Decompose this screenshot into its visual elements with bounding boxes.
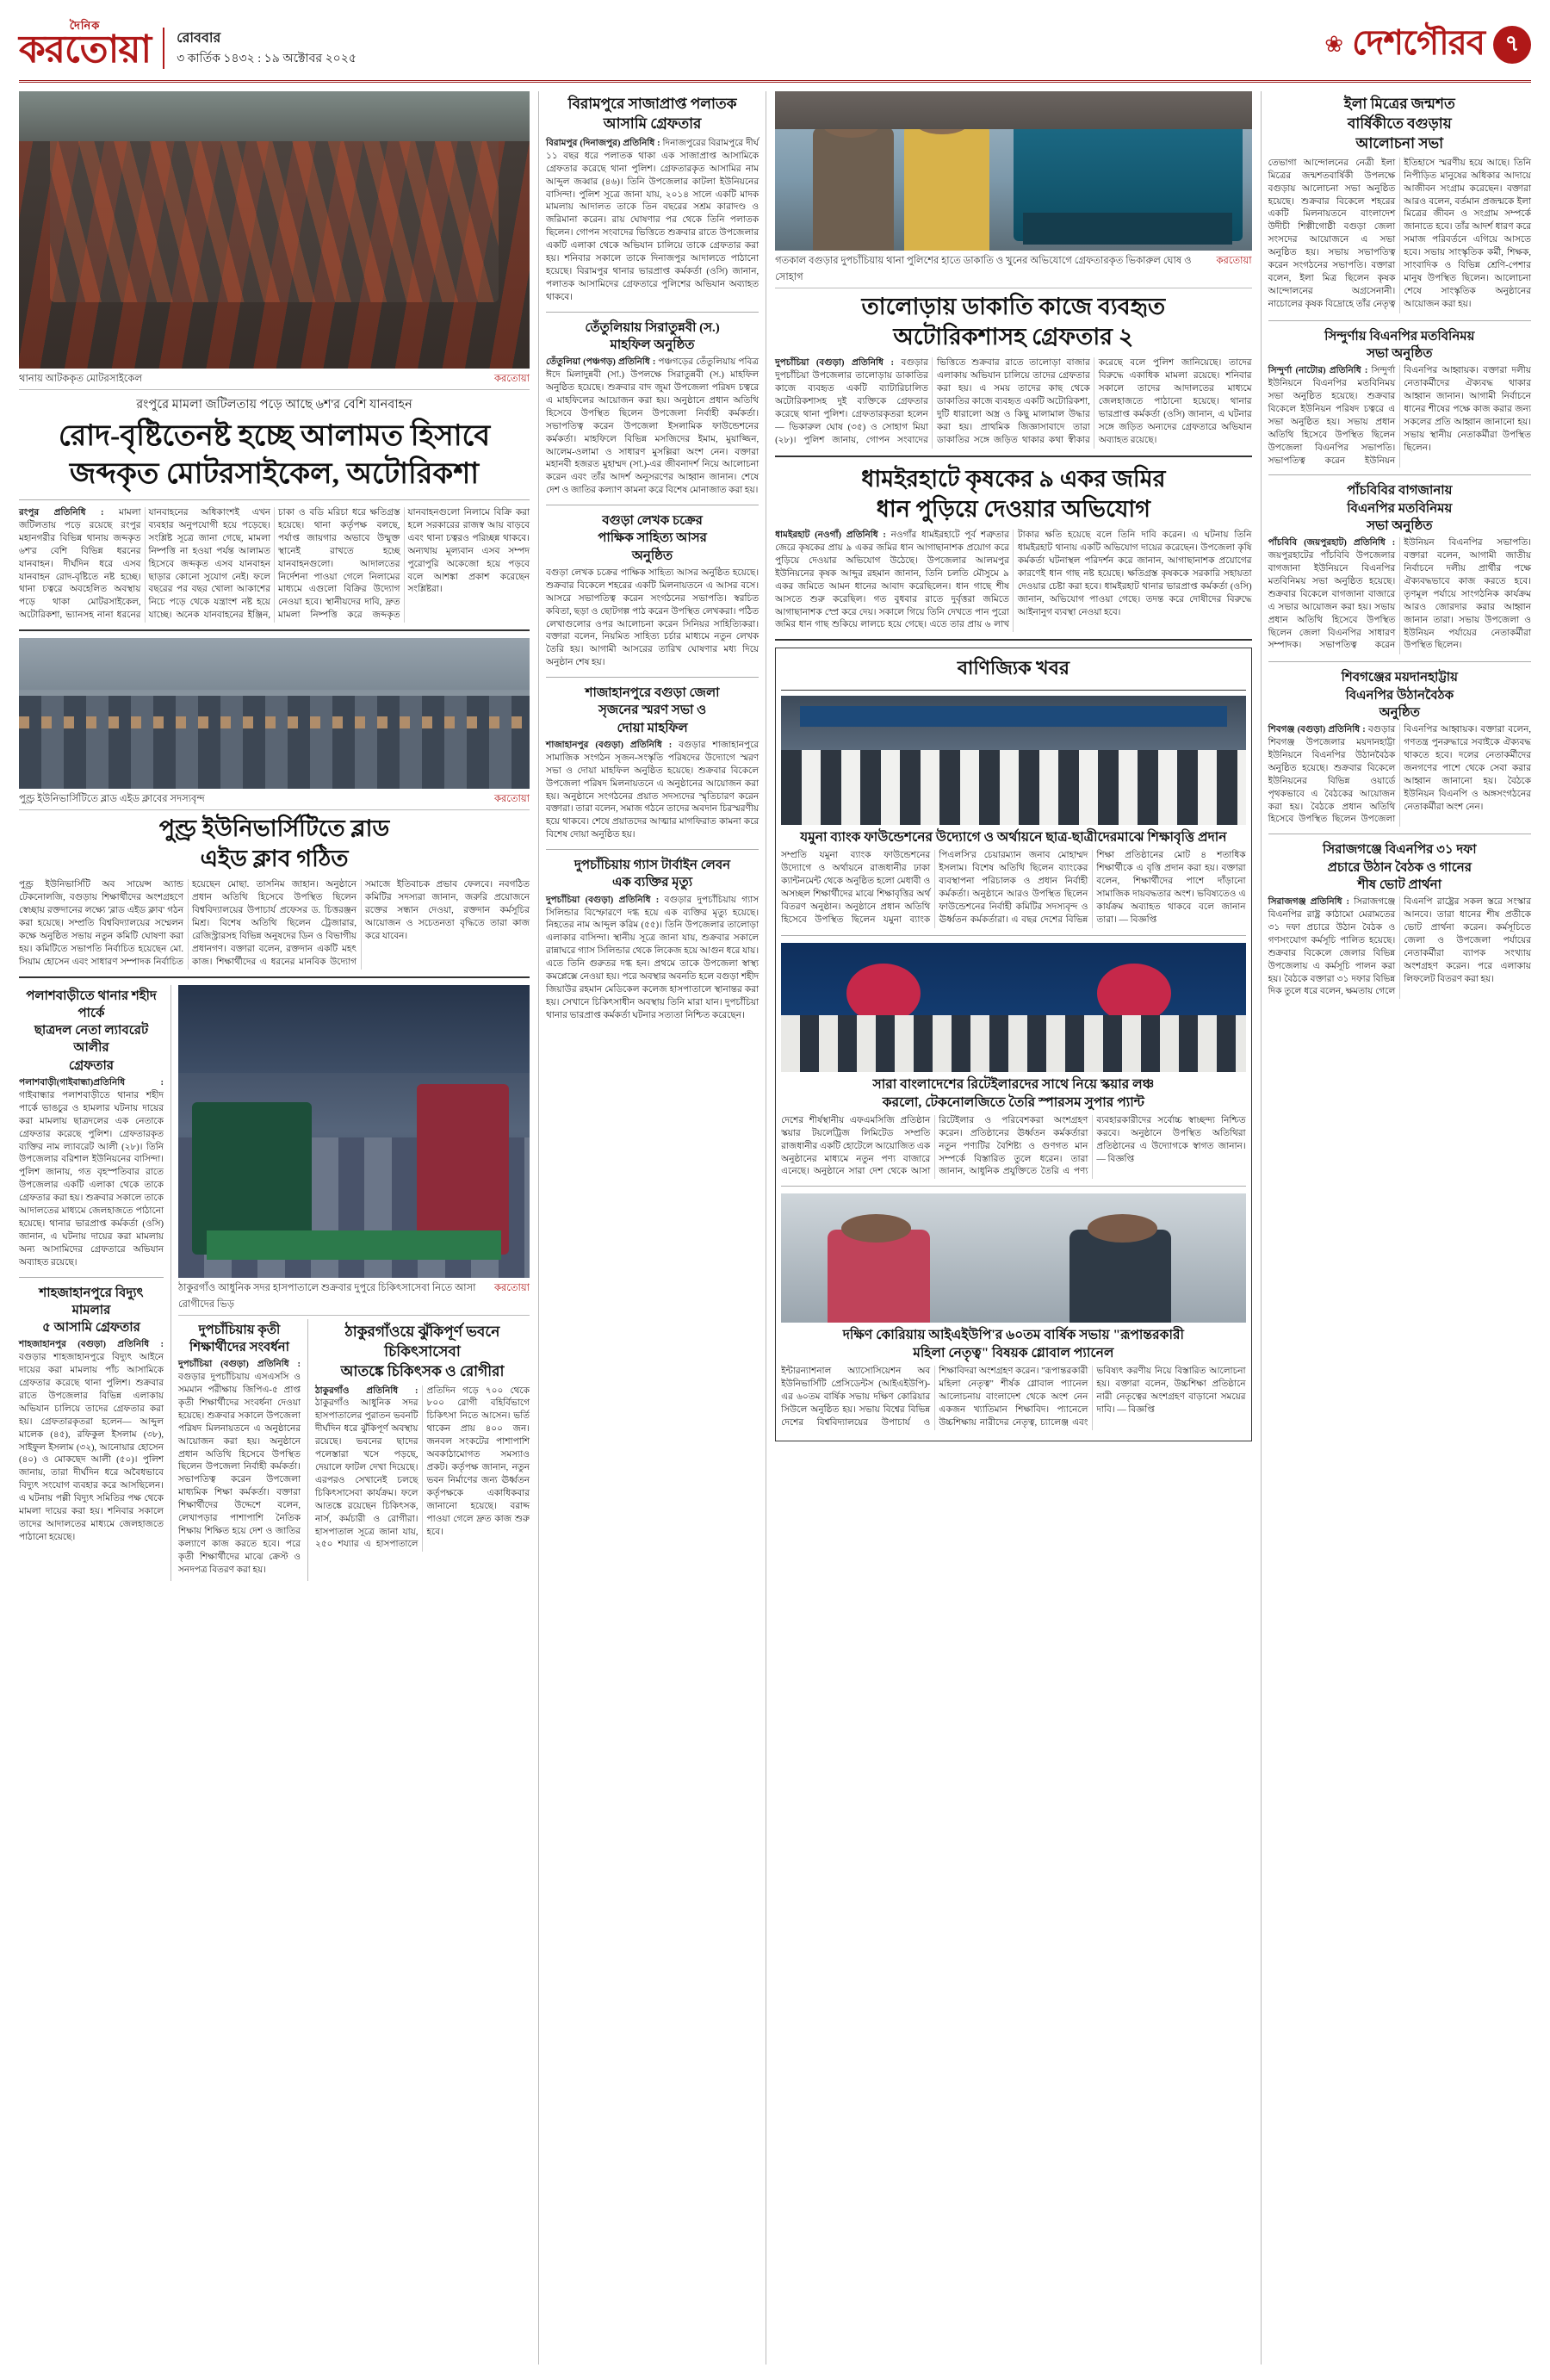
durgachia-block (178, 1319, 308, 1581)
sirajganj-body: সিরাজগঞ্জ প্রতিনিধি : সিরাজগঞ্জে বিএনপির রাষ্ট্র কাঠামো মেরামতের ৩১ দফা প্রচারে উঠান বৈঠক ও গণসংযোগ কর্মসূচি পালিত হয়েছে। শুক্রবার বিকেলে জেলার বিভিন্ন উপজেলায় এ কর্মসূচি পালন করা হয়। বৈঠকে বক্তারা ৩১ দফার বিভিন্ন দিক তুলে ধরে বলেন, ক্ষমতায় গেলে বিএনপি রাষ্ট্রের সকল স্তরে সংস্কার আনবে। তারা ধানের শীষ প্রতীকে ভোট প্রার্থনা করেন। কর্মসূচিতে জেলা ও উপজেলা পর্যায়ের নেতাকর্মীরা ব্যাপক সংখ্যায় অংশগ্রহণ করেন। পরে এলাকায় লিফলেট বিতরণ করা হয়। (1268, 897, 1531, 997)
iaup-panel-body: ইন্টারন্যাশনাল অ্যাসোসিয়েশন অব ইউনিভার্সিটি প্রেসিডেন্টস (আইএইউপি)-এর ৬০তম বার্ষিক সভায় দক্ষিণ কোরিয়ার সিউলে অনুষ্ঠিত হয়। সভায় বিশ্বের বিভিন্ন দেশের বিশ্ববিদ্যালয়ের উপাচার্য ও শিক্ষাবিদরা অংশগ্রহণ করেন। "রূপান্তরকারী মহিলা নেতৃত্ব" শীর্ষক গ্লোবাল প্যানেল আলোচনায় বাংলাদেশ থেকে অংশ নেন একজন খ্যাতিমান শিক্ষাবিদ। প্যানেলে উচ্চশিক্ষায় নারীদের নেতৃত্ব, চ্যালেঞ্জ এবং ভবিষ্যৎ করণীয় নিয়ে বিস্তারিত আলোচনা হয়। বক্তারা বলেন, উচ্চশিক্ষা প্রতিষ্ঠানে নারী নেতৃত্বের অংশগ্রহণ বাড়ানো সময়ের দাবি। — বিজ্ঞপ্তি (781, 1367, 1246, 1428)
logo-title: করতোয়া (19, 28, 152, 71)
masthead-day: রোববার (177, 31, 221, 46)
commercial-item-2 (781, 943, 1245, 1179)
jamuna-bank-headline: যমুনা ব্যাংক ফাউন্ডেশনের উদ্যোগে ও অর্থায়নে ছাত্র-ছাত্রীদেরমাঝে শিক্ষাবৃত্তি প্রদান (800, 830, 1227, 846)
shahjahanpur-arrest-headline: শাহজাহানপুরে বিদ্যুৎ মামলার ৫ আসামি গ্রেফতার (39, 1286, 144, 1336)
masthead-right (1324, 15, 1531, 73)
commercial-box-title: বাণিজ্যিক খবর (781, 654, 1245, 691)
thakurgaon-body: ঠাকুরগাঁও প্রতিনিধি : ঠাকুরগাঁও আধুনিক সদর হাসপাতালের পুরাতন ভবনটি দীর্ঘদিন ধরে ঝুঁকিপূর্ণ অবস্থায় রয়েছে। ভবনের ছাদের পলেস্তারা খসে পড়ছে, দেয়ালে ফাটল দেখা দিয়েছে। এরপরও সেখানেই চলছে চিকিৎসাসেবা কার্যক্রম। ফলে আতঙ্কে রয়েছেন চিকিৎসক, নার্স, কর্মচারী ও রোগীরা। হাসপাতাল সূত্রে জানা যায়, ২৫০ শয্যার এ হাসপাতালে প্রতিদিন গড়ে ৭০০ থেকে ৮০০ রোগী বহির্বিভাগে চিকিৎসা নিতে আসেন। ভর্তি থাকেন প্রায় ৪০০ জন। জনবল সংকটের পাশাপাশি অবকাঠামোগত সমস্যাও প্রকট। কর্তৃপক্ষ জানান, নতুন ভবন নির্মাণের জন্য ঊর্ধ্বতন কর্তৃপক্ষকে একাধিকবার জানানো হয়েছে। বরাদ্দ পাওয়া গেলে দ্রুত কাজ শুরু হবে। (315, 1385, 530, 1550)
taloda-photo (775, 91, 1251, 251)
sirajganj-headline: সিরাজগঞ্জে বিএনপির ৩১ দফা প্রচারে উঠান বৈঠক ও গানের শীষ ভোট প্রার্থনা (1323, 843, 1477, 892)
commercial-item-1 (781, 696, 1245, 928)
thana-arrest-block (19, 985, 171, 1581)
thakurgaon-caption: ঠাকুরগাঁও আধুনিক সদর হাসপাতালে শুক্রবার দুপুরে চিকিৎসাসেবা নিতে আসা রোগীদের ভিড় করতোয়া (178, 1278, 530, 1316)
lead-photo (19, 91, 530, 369)
blood-club-photo (19, 638, 530, 789)
column-right (1261, 91, 1531, 2365)
jamuna-bank-body: সম্প্রতি যমুনা ব্যাংক ফাউন্ডেশনের উদ্যোগে ও অর্থায়নে রাজধানীর ঢাকা ক্যান্টনমেন্ট থেকে অনুষ্ঠিত হলো মেধাবী ও অসচ্ছল শিক্ষার্থীদের মাঝে শিক্ষাবৃত্তির অর্থ বিতরণ অনুষ্ঠান। অনুষ্ঠানে প্রধান অতিথি হিসেবে উপস্থিত ছিলেন যমুনা ব্যাংক পিএলসি'র চেয়ারম্যান জনাব মোহাম্মদ ইসলাম। বিশেষ অতিথি ছিলেন ব্যাংকের ব্যবস্থাপনা পরিচালক ও প্রধান নির্বাহী কর্মকর্তা। অনুষ্ঠানে আরও উপস্থিত ছিলেন ফাউন্ডেশনের নির্বাহী কমিটির সদস্যবৃন্দ ও ঊর্ধ্বতন কর্মকর্তারা। এ বছর দেশের বিভিন্ন শিক্ষা প্রতিষ্ঠানের মোট ৪ শতাধিক শিক্ষার্থীকে এ বৃত্তি প্রদান করা হয়। বক্তারা বলেন, শিক্ষার্থীদের পাশে দাঁড়ানো সামাজিক দায়বদ্ধতার অংশ। ভবিষ্যতেও এ কার্যক্রম অব্যাহত থাকবে বলে জানান তারা। — বিজ্ঞপ্তি (781, 851, 1246, 925)
column-c (775, 91, 1251, 2365)
shahjahanpur-doa-headline: শাজাহানপুরে বগুড়া জেলা সৃজনের স্মরণ সভা ও দোয়া মাহফিল (585, 686, 720, 735)
birampur-headline: বিরামপুরে সাজাপ্রাপ্ত পলাতক আসামি গ্রেফতার (567, 96, 737, 132)
panchbibi-body: পাঁচবিবি (জয়পুরহাট) প্রতিনিধি : জয়পুরহাটের পাঁচবিবি উপজেলার বাগজানা ইউনিয়নে বিএনপির মতবিনিময় সভা অনুষ্ঠিত হয়েছে। শুক্রবার বিকেলে বাগজানা বাজারে এ সভার আয়োজন করা হয়। সভায় প্রধান অতিথি হিসেবে উপস্থিত ছিলেন জেলা বিএনপির সাধারণ সম্পাদক। সভাপতিত্ব করেন ইউনিয়ন বিএনপির সভাপতি। বক্তারা বলেন, আগামী জাতীয় নির্বাচনে দলীয় প্রার্থীর পক্ষে ঐক্যবদ্ধভাবে কাজ করতে হবে। তৃণমূল পর্যায়ে সাংগঠনিক কার্যক্রম আরও জোরদার করার আহ্বান জানান তারা। সভায় উপজেলা ও ইউনিয়ন পর্যায়ের নেতাকর্মীরা উপস্থিত ছিলেন। (1268, 538, 1531, 651)
column-left (19, 91, 530, 2365)
commercial-item-3 (781, 1193, 1245, 1429)
square-launch-photo (781, 943, 1245, 1072)
iaup-panel-photo (781, 1193, 1245, 1323)
bogura-lekhak-headline: বগুড়া লেখক চক্রের পাক্ষিক সাহিত্য আসর অনুষ্ঠিত (598, 514, 707, 563)
panchbibi-headline: পাঁচবিবির বাগজানায় বিএনপির মতবিনিময় সভা অনুষ্ঠিত (1347, 484, 1453, 533)
taloda-caption: গতকাল বগুড়ার দুপচাঁচিয়ায় থানা পুলিশের হাতে ডাকাতি ও খুনের অভিযোগে গ্রেফতারকৃত ভিকারুল ঘোষ ও সোহাগ করতোয়া (775, 251, 1251, 288)
logo-subtitle: দৈনিক (69, 19, 101, 32)
taloda-body: দুপচাঁচিয়া (বগুড়া) প্রতিনিধি : বগুড়ার দুপচাঁচিয়া উপজেলার তালোড়ায় ডাকাতির কাজে ব্যবহৃত একটি ব্যাটারিচালিত অটোরিকশাসহ দুই ব্যক্তিকে গ্রেফতার করেছে থানা পুলিশ। গ্রেফতারকৃতরা হলেন— ভিকারুল ঘোষ (৩৫) ও সোহাগ মিয়া (২৮)। পুলিশ জানায়, গোপন সংবাদের ভিত্তিতে শুক্রবার রাতে তালোড়া বাজার এলাকায় অভিযান চালিয়ে তাদের গ্রেফতার করা হয়। এ সময় তাদের কাছ থেকে ডাকাতির কাজে ব্যবহৃত একটি অটোরিকশা, দুটি ধারালো অস্ত্র ও কিছু মালামাল উদ্ধার করা হয়। প্রাথমিক জিজ্ঞাসাবাদে তারা ডাকাতির সঙ্গে জড়িত থাকার কথা স্বীকার করেছে বলে পুলিশ জানিয়েছে। তাদের বিরুদ্ধে একাধিক মামলা রয়েছে। শনিবার সকালে তাদের আদালতের মাধ্যমে জেলহাজতে পাঠানো হয়েছে। থানার ভারপ্রাপ্ত কর্মকর্তা (ওসি) জানান, এ ঘটনার সঙ্গে জড়িত অন্যদের গ্রেফতারে অভিযান অব্যাহত রয়েছে। (775, 358, 1252, 445)
taloda-headline: তালোড়ায় ডাকাতি কাজে ব্যবহৃত অটোরিকশাসহ গ্রেফতার ২ (861, 294, 1166, 350)
gas-cylinder-body: দুপচাঁচিয়া (বগুড়া) প্রতিনিধি : বগুড়ার দুপচাঁচিয়ায় গ্যাস সিলিন্ডার বিস্ফোরণে দগ্ধ হয়ে এক ব্যক্তির মৃত্যু হয়েছে। নিহতের নাম আব্দুল করিম (৫৫)। তিনি উপজেলার তালোড়া এলাকার বাসিন্দা। স্থানীয় সূত্রে জানা যায়, শুক্রবার সকালে রান্নাঘরে গ্যাস সিলিন্ডার থেকে লিকেজ হয়ে আগুন ধরে যায়। এতে তিনি গুরুতর দগ্ধ হন। প্রথমে তাকে উপজেলা স্বাস্থ্য কমপ্লেক্সে নেওয়া হয়। পরে অবস্থার অবনতি হলে বগুড়া শহীদ জিয়াউর রহমান মেডিকেল কলেজ হাসপাতালে স্থানান্তর করা হয়। সেখানে চিকিৎসাধীন অবস্থায় তিনি মারা যান। দুপচাঁচিয়া থানার ভারপ্রাপ্ত কর্মকর্তা ঘটনার সত্যতা নিশ্চিত করেছেন। (546, 895, 760, 1020)
sindurna-body: সিন্দুর্ণা (নাটোর) প্রতিনিধি : সিন্দুর্ণা ইউনিয়নে বিএনপির মতবিনিময় সভা অনুষ্ঠিত হয়েছে। শুক্রবার বিকেলে ইউনিয়ন পরিষদ চত্বরে এ সভা অনুষ্ঠিত হয়। সভায় প্রধান অতিথি হিসেবে উপস্থিত ছিলেন উপজেলা বিএনপির সভাপতি। সভাপতিত্ব করেন ইউনিয়ন বিএনপির আহ্বায়ক। বক্তারা দলীয় নেতাকর্মীদের ঐক্যবদ্ধ থাকার আহ্বান জানান। আগামী নির্বাচনে ধানের শীষের পক্ষে কাজ করার জন্য সকলের প্রতি আহ্বান জানানো হয়। সভায় স্থানীয় নেতাকর্মীরা উপস্থিত ছিলেন। (1268, 366, 1531, 466)
lead-photo-caption: থানায় আটককৃত মোটরসাইকেল করতোয়া (19, 369, 530, 390)
thakurgaon-lower (178, 1319, 530, 1581)
flower-icon: ❀ (1324, 31, 1344, 57)
shahjahanpur-arrest-body: শাহজাহানপুর (বগুড়া) প্রতিনিধি : বগুড়ার শাহজাহানপুরে বিদ্যুৎ আইনে দায়ের করা মামলায় পাঁচ আসামিকে গ্রেফতার করেছে থানা পুলিশ। শুক্রবার রাতে উপজেলার বিভিন্ন এলাকায় অভিযান চালিয়ে তাদের গ্রেফতার করা হয়। গ্রেফতারকৃতরা হলেন— আব্দুল মালেক (৪৫), রফিকুল ইসলাম (৩৮), সাইফুল ইসলাম (৩২), আনোয়ার হোসেন (৪০) ও মোকছেদ আলী (৫০)। পুলিশ জানায়, তারা দীর্ঘদিন ধরে অবৈধভাবে বিদ্যুৎ সংযোগ ব্যবহার করে আসছিলেন। এ ঘটনায় পল্লী বিদ্যুৎ সমিতির পক্ষ থেকে মামলা দায়ের করা হয়। শনিবার সকালে তাদের আদালতের মাধ্যমে জেলহাজতে পাঠানো হয়েছে। (19, 1340, 164, 1542)
bogura-lekhak-body: বগুড়া লেখক চক্রের পাক্ষিক সাহিত্য আসর অনুষ্ঠিত হয়েছে। শুক্রবার বিকেলে শহরের একটি মিলনায়তনে এ আসর বসে। আসরে সভাপতিত্ব করেন সংগঠনের সভাপতি। স্বরচিত কবিতা, ছড়া ও ছোটগল্প পাঠ করেন উপস্থিত লেখকরা। পঠিত লেখাগুলোর ওপর আলোচনা করেন সিনিয়র সাহিত্যিকরা। বক্তারা বলেন, নিয়মিত সাহিত্য চর্চার মাধ্যমে নতুন লেখক তৈরি হয়। আগামী আসরের তারিখ ঘোষণার মধ্য দিয়ে অনুষ্ঠান শেষ হয়। (546, 567, 760, 668)
newspaper-logo (19, 20, 151, 69)
shibganj-headline: শিবগঞ্জের ময়দানহাট্টায় বিএনপির উঠানবৈঠক অনুষ্ঠিত (1341, 671, 1458, 720)
dhamoirhat-body: ধামইরহাট (নওগাঁ) প্রতিনিধি : নওগাঁর ধামইরহাটে পূর্ব শত্রুতার জেরে কৃষকের প্রায় ৯ একর জমির ধান আগাছানাশক প্রয়োগ করে পুড়িয়ে দেওয়ার অভিযোগ উঠেছে। উপজেলার আলমপুর ইউনিয়নের কৃষক আব্দুর রহমান জানান, তিনি চলতি মৌসুমে ৯ একর জমিতে আমন ধানের আবাদ করেছিলেন। ধান গাছে শীষ আসতে শুরু করেছিল। গত বুধবার রাতে দুর্বৃত্তরা জমিতে আগাছানাশক স্প্রে করে দেয়। সকালে গিয়ে তিনি দেখতে পান পুরো জমির ধান গাছ শুকিয়ে লালচে হয়ে গেছে। এতে তার প্রায় ৬ লাখ টাকার ক্ষতি হয়েছে বলে তিনি দাবি করেন। এ ঘটনায় তিনি ধামইরহাট থানায় একটি অভিযোগ দায়ের করেছেন। উপজেলা কৃষি কর্মকর্তা ঘটনাস্থল পরিদর্শন করে জানান, আগাছানাশক প্রয়োগের কারণেই ধান গাছ নষ্ট হয়েছে। ক্ষতিগ্রস্ত কৃষককে সরকারি সহায়তা দেওয়ার চেষ্টা করা হবে। ধামইরহাট থানার ভারপ্রাপ্ত কর্মকর্তা (ওসি) জানান, অভিযোগ পাওয়া গেছে। তদন্ত করে দোষীদের বিরুদ্ধে আইনানুগ ব্যবস্থা নেওয়া হবে। (775, 530, 1252, 630)
thana-arrest-body: পলাশবাড়ী(গাইবান্ধা)প্রতিনিধি : গাইবান্ধার পলাশবাড়ীতে থানার শহীদ পার্কে ভাঙচুর ও হামলার ঘটনায় দায়ের করা মামলায় ছাত্রদলের এক নেতাকে গ্রেফতার করেছে পুলিশ। গ্রেফতারকৃত ব্যক্তির নাম ল্যাবরেট আলী (২৮)। তিনি উপজেলার বরিশাল ইউনিয়নের বাসিন্দা। পুলিশ জানায়, গত বৃহস্পতিবার রাতে উপজেলার একটি এলাকা থেকে তাকে গ্রেফতার করা হয়। শুক্রবার সকালে তাকে আদালতের মাধ্যমে জেলহাজতে পাঠানো হয়েছে। থানার ভারপ্রাপ্ত কর্মকর্তা (ওসি) জানান, এ ঘটনায় দায়ের করা মামলায় অন্য আসামিদের গ্রেফতারে অভিযান অব্যাহত রয়েছে। (19, 1077, 164, 1267)
lead-body (19, 507, 530, 623)
blood-club-headline: পুণ্ড্র ইউনিভার্সিটিতে ব্লাড এইড ক্লাব গঠিত (158, 815, 390, 872)
thakurgaon-photo (178, 985, 530, 1278)
lead-body-text: মামলা জটিলতায় পড়ে রয়েছে রংপুর মহানগরীর বিভিন্ন থানায় জব্দকৃত ৬শ'র বেশি বিভিন্ন ধরনের যানবাহন। দীর্ঘদিন ধরে এসব যানবাহন রোদ-বৃষ্টিতে নষ্ট হচ্ছে। থানা চত্বরে অবহেলিত অবস্থায় পড়ে থাকা মোটরসাইকেল, অটোরিকশা, ভ্যানসহ নানা ধরনের যানবাহনের অধিকাংশই এখন ব্যবহার অনুপযোগী হয়ে পড়েছে। সংশ্লিষ্ট সূত্রে জানা গেছে, মামলা নিষ্পত্তি না হওয়া পর্যন্ত আলামত হিসেবে জব্দকৃত এসব যানবাহন ছাড়ার কোনো সুযোগ নেই। ফলে বছরের পর বছর খোলা আকাশের নিচে পড়ে থেকে যন্ত্রাংশ নষ্ট হয়ে যাচ্ছে। অনেক যানবাহনের ইঞ্জিন, চাকা ও বডি মরিচা ধরে ক্ষতিগ্রস্ত হয়েছে। থানা কর্তৃপক্ষ বলছে, পর্যাপ্ত জায়গার অভাবে উন্মুক্ত স্থানেই রাখতে হচ্ছে যানবাহনগুলো। আদালতের নির্দেশনা পাওয়া গেলে নিলামের মাধ্যমে এগুলো বিক্রির উদ্যোগ নেওয়া হবে। স্থানীয়দের দাবি, দ্রুত মামলা নিষ্পত্তি করে জব্দকৃত যানবাহনগুলো নিলামে বিক্রি করা হলে সরকারের রাজস্ব আয় বাড়বে এবং থানা চত্বরও পরিচ্ছন্ন থাকবে। অন্যথায় মূল্যবান এসব সম্পদ পুরোপুরি অকেজো হয়ে পড়বে বলে আশঙ্কা প্রকাশ করেছেন সংশ্লিষ্টরা। (19, 508, 530, 621)
thakurgaon-block (178, 985, 530, 1581)
gas-cylinder-headline: দুপচাঁচিয়ায় গ্যাস টার্বাইন লেবন এক ব্যক্তির মৃত্যু (574, 858, 731, 890)
lead-headline: রোদ-বৃষ্টিতেনষ্ট হচ্ছে আলামত হিসাবে জব্দকৃত মোটরসাইকেল, অটোরিকশা (58, 420, 491, 490)
ila-mitra-headline: ইলা মিত্রের জন্মশত বার্ষিকীতে বগুড়ায় আলোচনা সভা (1343, 96, 1455, 152)
lower-left-section (19, 985, 530, 1581)
masthead (19, 15, 1531, 83)
masthead-date (163, 28, 356, 69)
thana-arrest-headline: পলাশবাড়ীতে থানার শহীদ পার্কে ছাত্রদল নেতা ল্যাবরেট আলীর গ্রেফতার (26, 989, 157, 1073)
page-content (19, 91, 1531, 2365)
square-launch-body: দেশের শীর্ষস্থানীয় এফএমসিজি প্রতিষ্ঠান স্কয়ার টয়লেট্রিজ লিমিটেড সম্প্রতি রাজধানীর একটি হোটেলে আয়োজিত এক অনুষ্ঠানের মাধ্যমে নতুন পণ্য বাজারে এনেছে। অনুষ্ঠানে সারা দেশ থেকে আসা রিটেইলার ও পরিবেশকরা অংশগ্রহণ করেন। প্রতিষ্ঠানের ঊর্ধ্বতন কর্মকর্তারা নতুন পণ্যটির বৈশিষ্ট্য ও গুণগত মান সম্পর্কে বিস্তারিত তুলে ধরেন। তারা জানান, আধুনিক প্রযুক্তিতে তৈরি এ পণ্য ব্যবহারকারীদের সর্বোচ্চ স্বাচ্ছন্দ্য নিশ্চিত করবে। অনুষ্ঠানে উপস্থিত অতিথিরা প্রতিষ্ঠানের এ উদ্যোগকে স্বাগত জানান। — বিজ্ঞপ্তি (781, 1115, 1246, 1177)
iaup-panel-headline: দক্ষিণ কোরিয়ায় আইএইউপি'র ৬০তম বার্ষিক সভায় "রূপান্তরকারী মহিলা নেতৃত্ব" বিষয়ক গ্লোবাল প্যানেল (842, 1328, 1184, 1361)
ila-mitra-body: তেভাগা আন্দোলনের নেত্রী ইলা মিত্রের জন্মশতবার্ষিকী উপলক্ষে বগুড়ায় আলোচনা সভা অনুষ্ঠিত হয়েছে। শুক্রবার বিকেলে শহরের একটি মিলনায়তনে বাংলাদেশ উদীচী শিল্পীগোষ্ঠী বগুড়া জেলা সংসদের আয়োজনে এ সভা অনুষ্ঠিত হয়। সভায় সভাপতিত্ব করেন সংগঠনের সভাপতি। বক্তারা বলেন, ইলা মিত্র ছিলেন কৃষক আন্দোলনের অগ্রসেনানী। নাচোলের কৃষক বিদ্রোহে তাঁর নেতৃত্ব ইতিহাসে স্মরণীয় হয়ে আছে। তিনি নিপীড়িত মানুষের অধিকার আদায়ে আজীবন সংগ্রাম করেছেন। বক্তারা আরও বলেন, বর্তমান প্রজন্মকে ইলা মিত্রের জীবন ও সংগ্রাম সম্পর্কে জানাতে হবে। তাঁর আদর্শ ধারণ করে সমাজ পরিবর্তনে এগিয়ে আসতে হবে। সভায় সাংস্কৃতিক কর্মী, শিক্ষক, সাংবাদিক ও বিভিন্ন শ্রেণি-পেশার মানুষ উপস্থিত ছিলেন। আলোচনা শেষে সাংস্কৃতিক অনুষ্ঠানের আয়োজন করা হয়। (1268, 158, 1531, 309)
lead-kicker: রংপুরে মামলা জটিলতায় পড়ে আছে ৬শ'র বেশি যানবাহন (136, 398, 412, 412)
durgachia-body: দুপচাঁচিয়া (বগুড়া) প্রতিনিধি : বগুড়ার দুপচাঁচিয়ায় এসএসসি ও সমমান পরীক্ষায় জিপিএ-৫ প্রাপ্ত কৃতী শিক্ষার্থীদের সংবর্ধনা দেওয়া হয়েছে। শুক্রবার সকালে উপজেলা পরিষদ মিলনায়তনে এ অনুষ্ঠানের আয়োজন করা হয়। অনুষ্ঠানে প্রধান অতিথি হিসেবে উপস্থিত ছিলেন উপজেলা নির্বাহী কর্মকর্তা। সভাপতিত্ব করেন উপজেলা মাধ্যমিক শিক্ষা কর্মকর্তা। বক্তারা শিক্ষার্থীদের উদ্দেশে বলেন, লেখাপড়ার পাশাপাশি নৈতিক শিক্ষায় শিক্ষিত হয়ে দেশ ও জাতির কল্যাণে কাজ করতে হবে। পরে কৃতী শিক্ষার্থীদের মাঝে ক্রেস্ট ও সনদপত্র বিতরণ করা হয়। (178, 1360, 301, 1575)
shahjahanpur-doa-body: শাজাহানপুর (বগুড়া) প্রতিনিধি : বগুড়ার শাজাহানপুরে সামাজিক সংগঠন সৃজন-সংস্কৃতি পরিষদের উদ্যোগে স্মরণ সভা ও দোয়া মাহফিল অনুষ্ঠিত হয়েছে। শুক্রবার বিকেলে উপজেলা পরিষদ মিলনায়তনে এ অনুষ্ঠানের আয়োজন করা হয়। অনুষ্ঠানে সংগঠনের প্রয়াত সদস্যদের স্মৃতিচারণ করেন বক্তারা। তারা বলেন, সমাজ গঠনে তাদের অবদান চিরস্মরণীয় হয়ে থাকবে। শেষে প্রয়াতদের আত্মার মাগফিরাত কামনা করে বিশেষ দোয়া অনুষ্ঠিত হয়। (546, 740, 760, 840)
masthead-date-line: ৩ কার্তিক ১৪৩২ : ১৯ অক্টোবর ২০২৫ (177, 52, 356, 65)
blood-club-body: পুণ্ড্র ইউনিভার্সিটি অব সায়েন্স অ্যান্ড টেকনোলজি, বগুড়ায় শিক্ষার্থীদের অংশগ্রহণে স্বেচ্ছায় রক্তদানের লক্ষ্যে 'ব্লাড এইড ক্লাব' গঠন করা হয়েছে। সম্প্রতি বিশ্ববিদ্যালয়ের সম্মেলন কক্ষে অনুষ্ঠিত সভায় নতুন কমিটি ঘোষণা করা হয়। কমিটিতে সভাপতি নির্বাচিত হয়েছেন মো. সিয়াম হোসেন এবং সাধারণ সম্পাদক নির্বাচিত হয়েছেন মোছা. তাসনিম জাহান। অনুষ্ঠানে প্রধান অতিথি হিসেবে উপস্থিত ছিলেন বিশ্ববিদ্যালয়ের উপাচার্য প্রফেসর ড. চিত্তরঞ্জন মিশ্র। বিশেষ অতিথি ছিলেন ট্রেজারার, রেজিস্ট্রারসহ বিভিন্ন অনুষদের ডিন ও বিভাগীয় প্রধানগণ। বক্তারা বলেন, রক্তদান একটি মহৎ কাজ। শিক্ষার্থীদের এ ধরনের মানবিক উদ্যোগ সমাজে ইতিবাচক প্রভাব ফেলবে। নবগঠিত কমিটির সদস্যরা জানান, জরুরি প্রয়োজনে রক্তের সন্ধান দেওয়া, রক্তদান কর্মসূচির আয়োজন ও সচেতনতা বৃদ্ধিতে তারা কাজ করে যাবেন। (19, 880, 530, 967)
sindurna-headline: সিন্দুর্ণায় বিএনপির মতবিনিময় সভা অনুষ্ঠিত (1324, 329, 1475, 361)
masthead-left (19, 20, 356, 69)
section-title: দেশগৌরব (1352, 23, 1485, 62)
birampur-body: বিরামপুর (দিনাজপুর) প্রতিনিধি : দিনাজপুরের বিরামপুরে দীর্ঘ ১১ বছর ধরে পলাতক থাকা এক সাজাপ্রাপ্ত আসামিকে গ্রেফতার করেছে থানা পুলিশ। গ্রেফতারকৃত আসামির নাম আব্দুল জব্বার (৪৬)। তিনি উপজেলার কাটলা ইউনিয়নের বাসিন্দা। পুলিশ সূত্রে জানা যায়, ২০১৪ সালে একটি মাদক মামলায় আদালত তাকে তিন বছরের সশ্রম কারাদণ্ড ও জরিমানা করেন। রায় ঘোষণার পর থেকে তিনি পলাতক ছিলেন। গোপন সংবাদের ভিত্তিতে শুক্রবার রাতে উপজেলার একটি এলাকা থেকে অভিযান চালিয়ে তাকে গ্রেফতার করা হয়। শনিবার সকালে তাকে দিনাজপুর আদালতে পাঠানো হয়েছে। বিরামপুর থানার ভারপ্রাপ্ত কর্মকর্তা (ওসি) জানান, পলাতক আসামিদের গ্রেফতারে পুলিশের অভিযান অব্যাহত থাকবে। (546, 138, 760, 302)
thakurgaon-headline: ঠাকুরগাঁওয়ে ঝুঁকিপূর্ণ ভবনে চিকিৎসাসেবা আতঙ্কে চিকিৎসক ও রোগীরা (340, 1323, 505, 1379)
thakurgaon-story (315, 1319, 530, 1581)
square-launch-headline: সারা বাংলাদেশের রিটেইলারদের সাথে নিয়ে স্কয়ার লঞ্চ করলো, টেকনোলজিতে তৈরি স্পারসম সুপার প্যান্ট (872, 1077, 1155, 1110)
durgachia-headline: দুপচাঁচিয়ায় কৃতী শিক্ষার্থীদের সংবর্ধনা (189, 1323, 289, 1354)
dhamoirhat-headline: ধামইরহাটে কৃষকের ৯ একর জমির ধান পুড়িয়ে দেওয়ার অভিযোগ (861, 465, 1166, 522)
tetulia-body: তেঁতুলিয়া (পঞ্চগড়) প্রতিনিধি : পঞ্চগড়ের তেঁতুলিয়ায় পবিত্র ঈদে মিলাদুন্নবী (সা.) উপলক্ষে সিরাতুন্নবী (স.) মাহফিল অনুষ্ঠিত হয়েছে। শুক্রবার বাদ জুমা উপজেলা পরিষদ চত্বরে এ মাহফিলের আয়োজন করা হয়। অনুষ্ঠানে প্রধান অতিথি হিসেবে উপস্থিত ছিলেন উপজেলা নির্বাহী কর্মকর্তা। সভাপতিত্ব করেন উপজেলা ইসলামিক ফাউন্ডেশনের কর্মকর্তা। মাহফিলে বিভিন্ন মসজিদের ইমাম, মুয়াজ্জিন, আলেম-ওলামা ও সাধারণ মুসল্লিরা অংশ নেন। বক্তারা মহানবী হজরত মুহাম্মদ (সা.)-এর জীবনাদর্শ নিয়ে আলোচনা করেন এবং তাঁর আদর্শ অনুসরণের আহ্বান জানান। শেষে দেশ ও জাতির কল্যাণ কামনা করে বিশেষ মোনাজাত করা হয়। (546, 357, 760, 496)
shibganj-body: শিবগঞ্জ (বগুড়া) প্রতিনিধি : বগুড়ার শিবগঞ্জ উপজেলার ময়দানহাট্টা ইউনিয়নে বিএনপির উঠানবৈঠক অনুষ্ঠিত হয়েছে। শুক্রবার বিকেলে ইউনিয়নের বিভিন্ন ওয়ার্ডে পৃথকভাবে এ বৈঠকের আয়োজন করা হয়। বৈঠকে প্রধান অতিথি হিসেবে উপস্থিত ছিলেন উপজেলা বিএনপির আহ্বায়ক। বক্তারা বলেন, গণতন্ত্র পুনরুদ্ধারে সবাইকে ঐক্যবদ্ধ থাকতে হবে। দলের নেতাকর্মীদের জনগণের পাশে থেকে সেবা করার আহ্বান জানানো হয়। বৈঠকে ইউনিয়ন বিএনপি ও অঙ্গসংগঠনের নেতাকর্মীরা অংশ নেন। (1268, 725, 1531, 825)
lead-byline: রংপুর প্রতিনিধি : (19, 508, 104, 518)
column-b (538, 91, 766, 2365)
commercial-news-box (775, 648, 1251, 1441)
blood-club-caption: পুণ্ড্র ইউনিভার্সিটিতে ব্লাড এইড ক্লাবের সদস্যবৃন্দ করতোয়া (19, 789, 530, 810)
tetulia-headline: তেঁতুলিয়ায় সিরাতুন্নবী (স.) মাহফিল অনুষ্ঠিত (585, 320, 720, 352)
jamuna-bank-photo (781, 696, 1245, 825)
page-number: ৭ (1493, 26, 1531, 64)
